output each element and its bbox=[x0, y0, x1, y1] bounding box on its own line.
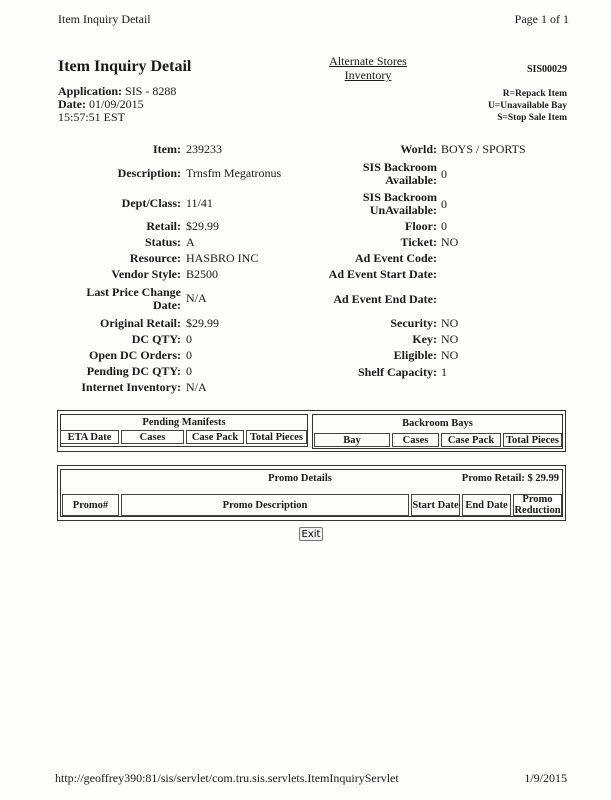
world-value: BOYS / SPORTS bbox=[441, 142, 526, 156]
print-header-page: Page 1 of 1 bbox=[514, 12, 569, 26]
promo-col-number: Promo# bbox=[62, 494, 119, 516]
alternate-link-line1: Alternate Stores bbox=[329, 54, 407, 68]
resource-value: HASBRO INC bbox=[186, 251, 259, 265]
bb-col-total-pieces: Total Pieces bbox=[503, 433, 562, 447]
open-dc-orders-label: Open DC Orders: bbox=[89, 348, 181, 362]
last-price-change-label bbox=[86, 286, 181, 312]
security-label: Security: bbox=[390, 316, 437, 330]
sis-backroom-available-value: 0 bbox=[441, 167, 447, 181]
backroom-bays-title: Backroom Bays bbox=[402, 418, 473, 429]
promo-details-title: Promo Details bbox=[268, 473, 332, 484]
shelf-capacity-value: 1 bbox=[441, 365, 447, 379]
page-title: Item Inquiry Detail bbox=[58, 58, 192, 75]
sis-code: SIS00029 bbox=[526, 64, 567, 75]
pm-col-cases: Cases bbox=[121, 430, 184, 444]
application-value: SIS - 8288 bbox=[125, 84, 177, 98]
last-price-change-value: N/A bbox=[186, 291, 207, 305]
ad-event-end-date-label: Ad Event End Date: bbox=[333, 292, 437, 306]
vendor-style-value: B2500 bbox=[186, 267, 219, 281]
sis-backroom-available-label-line1: SIS Backroom bbox=[362, 160, 437, 174]
sis-backroom-available-label bbox=[363, 161, 437, 187]
time-value: 15:57:51 EST bbox=[58, 110, 126, 124]
ad-event-start-date-label: Ad Event Start Date: bbox=[328, 267, 437, 281]
pending-dc-qty-label: Pending DC QTY: bbox=[86, 364, 181, 378]
dept-class-label: Dept/Class: bbox=[121, 196, 181, 210]
key-value: NO bbox=[441, 332, 459, 346]
dc-qty-label: DC QTY: bbox=[131, 332, 181, 346]
sis-backroom-unavailable-label-line2: UnAvailable: bbox=[369, 203, 437, 217]
key-label: Key: bbox=[412, 332, 437, 346]
pm-col-total-pieces: Total Pieces bbox=[246, 430, 307, 444]
promo-col-reduction-line1: Promo bbox=[522, 494, 553, 505]
internet-inventory-label: Internet Inventory: bbox=[81, 380, 181, 394]
eligible-label: Eligible: bbox=[393, 348, 437, 362]
last-price-change-label-line1: Last Price Change bbox=[86, 285, 181, 299]
open-dc-orders-value: 0 bbox=[186, 348, 192, 362]
pm-col-case-pack: Case Pack bbox=[186, 430, 244, 444]
status-value: A bbox=[186, 235, 195, 249]
pm-col-eta-date: ETA Date bbox=[60, 430, 119, 444]
bb-col-bay: Bay bbox=[314, 433, 390, 447]
legend-stop-sale: S=Stop Sale Item bbox=[497, 113, 567, 123]
date-label: Date: bbox=[58, 97, 86, 111]
sis-backroom-unavailable-label bbox=[363, 191, 437, 217]
promo-col-end-date: End Date bbox=[462, 494, 511, 516]
floor-value: 0 bbox=[441, 219, 447, 233]
original-retail-value: $29.99 bbox=[186, 316, 219, 330]
floor-label: Floor: bbox=[405, 219, 437, 233]
alternate-link-line2: Inventory bbox=[344, 68, 392, 82]
sis-backroom-unavailable-value: 0 bbox=[441, 197, 447, 211]
last-price-change-label-line2: Date: bbox=[153, 298, 181, 312]
vendor-style-label: Vendor Style: bbox=[111, 267, 181, 281]
world-label: World: bbox=[400, 142, 437, 156]
status-label: Status: bbox=[144, 235, 181, 249]
footer-date: 1/9/2015 bbox=[524, 771, 567, 785]
exit-button[interactable]: Exit bbox=[299, 527, 323, 541]
sis-backroom-unavailable-label-line1: SIS Backroom bbox=[362, 190, 437, 204]
original-retail-label: Original Retail: bbox=[100, 316, 181, 330]
retail-label: Retail: bbox=[146, 219, 181, 233]
pending-manifests-title: Pending Manifests bbox=[142, 417, 226, 428]
legend-repack: R=Repack Item bbox=[502, 89, 567, 99]
promo-col-reduction-line2: Reduction bbox=[514, 505, 561, 516]
date-value: 01/09/2015 bbox=[88, 97, 144, 111]
promo-col-description: Promo Description bbox=[121, 494, 409, 516]
promo-retail-value: $ 29.99 bbox=[527, 473, 559, 484]
internet-inventory-value: N/A bbox=[186, 380, 207, 394]
sis-backroom-available-label-line2: Available: bbox=[385, 173, 437, 187]
ad-event-code-label: Ad Event Code: bbox=[354, 251, 437, 265]
print-header-title: Item Inquiry Detail bbox=[58, 12, 151, 26]
bb-col-cases: Cases bbox=[392, 433, 439, 447]
application-info bbox=[58, 85, 176, 124]
promo-retail bbox=[462, 473, 559, 484]
legend-unavailable: U=Unavailable Bay bbox=[487, 101, 567, 111]
dc-qty-value: 0 bbox=[186, 332, 192, 346]
application-label: Application: bbox=[58, 84, 123, 98]
resource-label: Resource: bbox=[129, 251, 181, 265]
bb-col-case-pack: Case Pack bbox=[441, 433, 501, 447]
retail-value: $29.99 bbox=[186, 219, 219, 233]
ticket-label: Ticket: bbox=[400, 235, 437, 249]
item-label: Item: bbox=[153, 142, 181, 156]
item-value: 239233 bbox=[186, 142, 222, 156]
dept-class-value: 11/41 bbox=[186, 196, 213, 210]
eligible-value: NO bbox=[441, 348, 459, 362]
description-label: Description: bbox=[117, 166, 181, 180]
promo-col-start-date: Start Date bbox=[411, 494, 460, 516]
status-legend bbox=[488, 88, 567, 124]
alternate-stores-inventory-link[interactable] bbox=[318, 54, 418, 82]
ticket-value: NO bbox=[441, 235, 459, 249]
promo-col-reduction bbox=[513, 494, 562, 516]
promo-retail-label: Promo Retail: bbox=[461, 473, 525, 484]
footer-url: http://geoffrey390:81/sis/servlet/com.tru.sis.servlets.ItemInquiryServlet bbox=[55, 771, 399, 785]
security-value: NO bbox=[441, 316, 459, 330]
shelf-capacity-label: Shelf Capacity: bbox=[358, 365, 437, 379]
description-value: Trnsfm Megatronus bbox=[186, 166, 282, 180]
pending-dc-qty-value: 0 bbox=[186, 364, 192, 378]
